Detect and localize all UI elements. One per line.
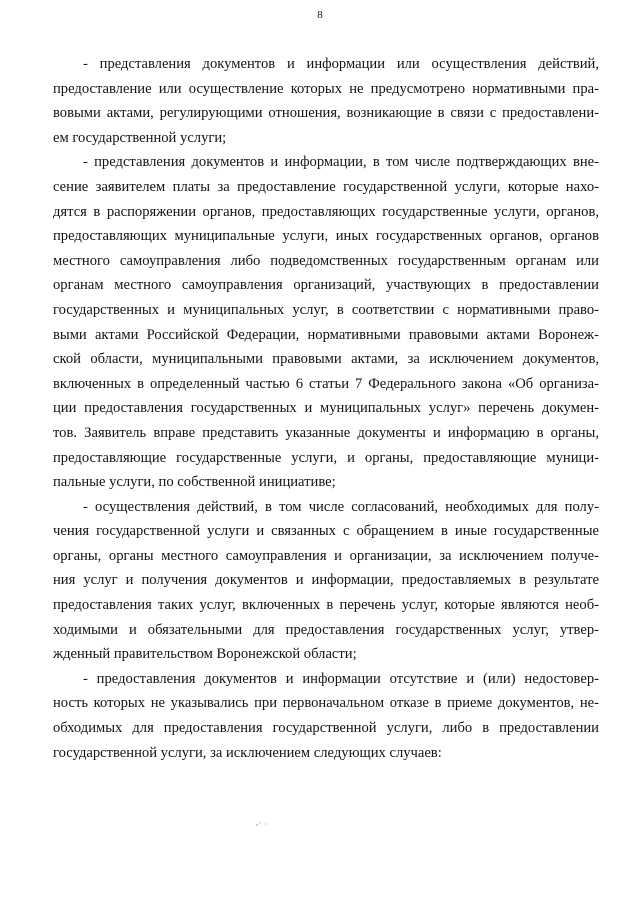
text-line: государственной услуги, за исключением следующих случаев:	[53, 744, 442, 761]
text-line: включенных в определенный частью 6 статьи 7 Федерального закона «Об организа-	[53, 375, 599, 392]
scan-speck-mark	[254, 820, 270, 828]
text-line: ния услуг и получения документов и информации, предоставляемых в результате	[53, 572, 599, 589]
text-line: предоставляющих муниципальные услуги, иных государственных органов, органов	[53, 228, 599, 245]
paragraph	[53, 52, 599, 150]
text-line: пальные услуги, по собственной инициативе;	[53, 474, 336, 491]
paragraph	[53, 495, 599, 667]
text-line: ность которых не указывались при первоначальном отказе в приеме документов, не-	[53, 695, 599, 712]
paragraph	[53, 150, 599, 494]
text-line: - предоставления документов и информации отсутствие и (или) недостовер-	[83, 670, 599, 687]
text-line: ции предоставления государственных и муниципальных услуг» перечень докумен-	[53, 400, 599, 417]
text-line: - представления документов и информации или осуществления действий,	[83, 56, 599, 72]
text-line: ской области, муниципальными правовыми актами, за исключением документов,	[53, 351, 599, 368]
text-line: чения государственной услуги и связанных с обращением в иные государственные	[53, 523, 599, 540]
text-line: - представления документов и информации, в том числе подтверждающих вне-	[83, 154, 599, 171]
text-line: ходимыми и обязательными для предоставления государственных услуг, утвер-	[53, 621, 599, 638]
text-line: предоставляющие государственные услуги, и органы, предоставляющие муници-	[53, 449, 599, 466]
text-line: предоставление или осуществление которых не предусмотрено нормативными пра-	[53, 80, 599, 97]
text-line: сение заявителем платы за предоставление государственной услуги, которые нахо-	[53, 178, 599, 195]
text-line: дятся в распоряжении органов, предоставляющих государственные услуги, органов,	[53, 203, 599, 220]
text-line: жденный правительством Воронежской области;	[53, 646, 357, 663]
text-line: местного самоуправления либо подведомственных государственным органам или	[53, 252, 599, 269]
page-number: 8	[317, 9, 323, 21]
document-body	[53, 52, 599, 765]
text-line: органам местного самоуправления организаций, участвующих в предоставлении	[53, 277, 599, 294]
text-line: органы, органы местного самоуправления и организации, за исключением получе-	[53, 547, 599, 564]
paragraph	[53, 667, 599, 765]
text-line: тов. Заявитель вправе представить указанные документы и информацию в органы,	[53, 424, 599, 441]
text-line: государственных и муниципальных услуг, в соответствии с нормативными право-	[53, 301, 599, 318]
text-line: обходимых для предоставления государственной услуги, либо в предоставлении	[53, 720, 599, 737]
text-line: вовыми актами, регулирующими отношения, возникающие в связи с предоставлени-	[53, 105, 599, 122]
text-line: - осуществления действий, в том числе согласований, необходимых для полу-	[83, 498, 599, 515]
text-line: выми актами Российской Федерации, нормативными правовыми актами Воронеж-	[53, 326, 599, 343]
text-line: ем государственной услуги;	[53, 129, 227, 146]
text-line: предоставления таких услуг, включенных в перечень услуг, которые являются необ-	[53, 597, 599, 614]
